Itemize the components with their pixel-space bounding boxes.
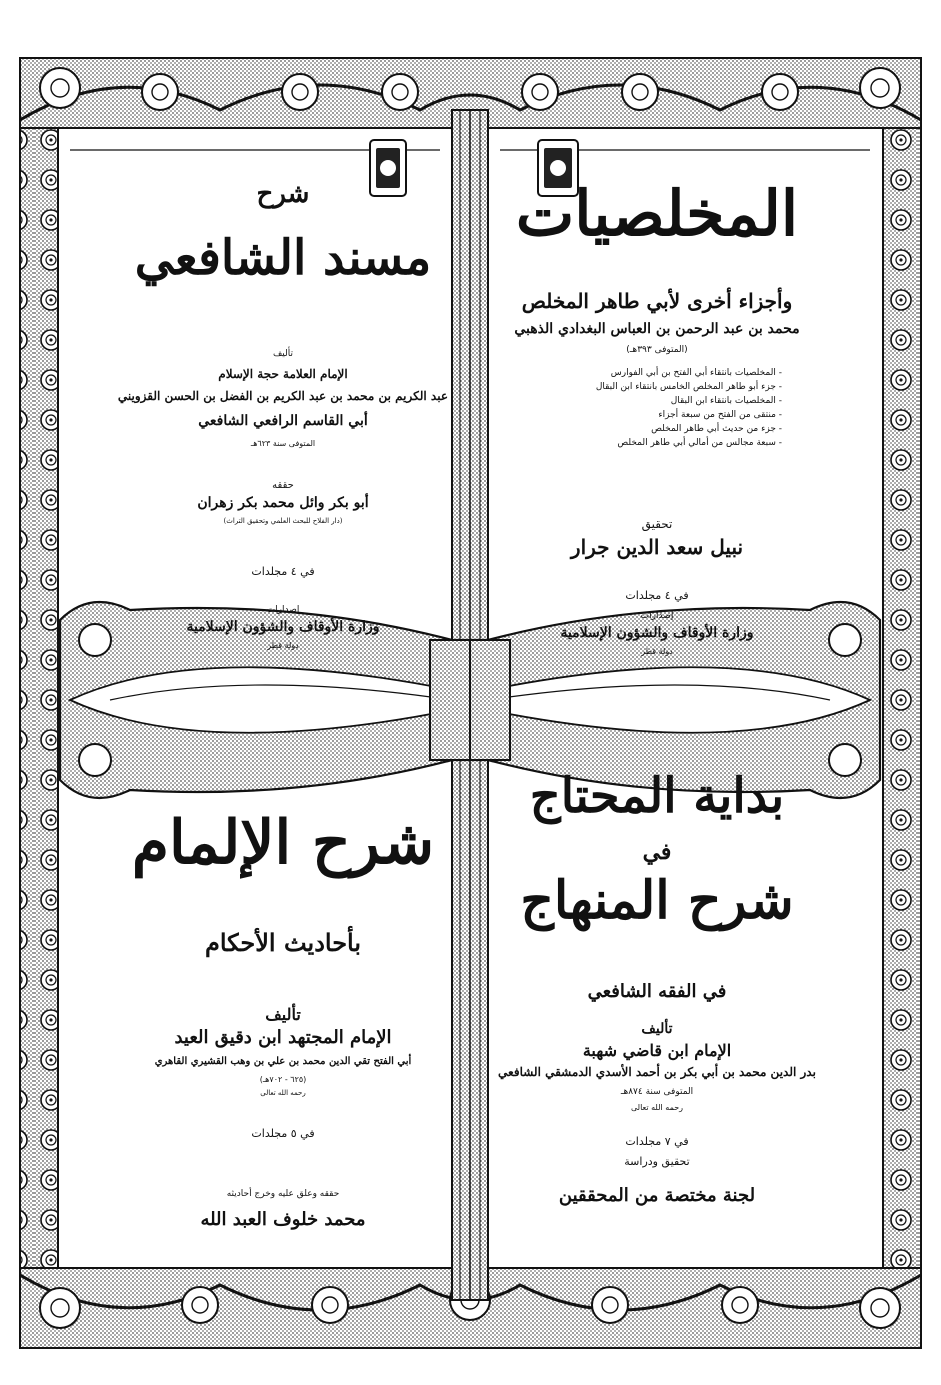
author-name: محمد بن عبد الرحمن بن العباس البغدادي الذهبي xyxy=(514,321,800,337)
list-item: - المخلصيات بانتقاء أبي الفتح بن أبي الفوارس xyxy=(582,366,782,380)
left-border xyxy=(20,128,58,1268)
book-subtitle: بأحاديث الأحكام xyxy=(204,928,362,957)
volume-count: في ٧ مجلدات xyxy=(625,1135,689,1148)
author-line-1: الإمام ابن قاضي شهبة xyxy=(582,1041,732,1060)
publisher-name: وزارة الأوقاف والشؤون الإسلامية xyxy=(560,625,754,641)
publisher-country: دولة قطر xyxy=(641,647,673,656)
list-item: - جزء أبو طاهر المخلص الخامس بانتقاء ابن البقال xyxy=(582,380,782,394)
publisher-country: دولة قطر xyxy=(267,641,299,650)
author-label: تأليف xyxy=(641,1021,673,1037)
author-line-3: أبي القاسم الرافعي الشافعي xyxy=(198,413,368,429)
editor-name: أبو بكر وائل محمد بكر زهران xyxy=(197,495,369,511)
editor-name: محمد خلوف العبد الله xyxy=(200,1209,366,1230)
book-panel-sharh-musnad-al-shafii xyxy=(118,150,448,690)
list-item: - المخلصيات بانتقاء ابن البقال xyxy=(582,394,782,408)
death-note: (المتوفى ٣٩٣هـ) xyxy=(626,345,688,355)
author-line-2: عبد الكريم بن محمد بن عبد الكريم بن الفضل بن الحسن القزويني xyxy=(117,389,448,403)
author-line-2: أبي الفتح تقي الدين محمد بن علي بن وهب القشيري القاهري xyxy=(154,1056,412,1067)
book-title: شرح الإلمام xyxy=(131,808,435,878)
volume-count: في ٤ مجلدات xyxy=(625,589,689,602)
book-title: المخلصيات xyxy=(515,177,799,250)
editor-note: (دار الفلاح للبحث العلمي وتحقيق التراث) xyxy=(223,517,343,525)
editor-name: نبيل سعد الدين جرار xyxy=(570,535,744,559)
volume-count: في ٥ مجلدات xyxy=(251,1127,315,1140)
author-label: تأليف xyxy=(272,349,294,359)
list-item: - سبعة مجالس من أمالي أبي طاهر المخلص xyxy=(582,436,782,450)
author-line-2: بدر الدين محمد بن أبي بكر بن أحمد الأسدي الدمشقي الشافعي xyxy=(498,1065,816,1079)
right-border xyxy=(883,128,921,1268)
book-pre-title: شرح xyxy=(256,179,310,209)
death-note: المتوفى سنة ٦٢٣هـ xyxy=(250,439,316,448)
author-line-1: الإمام المجتهد ابن دقيق العيد xyxy=(174,1027,392,1048)
blessing: رحمه الله تعالى xyxy=(260,1089,306,1097)
book-title-connector: في xyxy=(642,839,672,865)
editor-name: لجنة مختصة من المحققين xyxy=(558,1185,756,1206)
list-item: - جزء من حديث أبي طاهر المخلص xyxy=(582,422,782,436)
death-note: (٦٢٥ - ٧٠٢هـ) xyxy=(259,1075,307,1084)
author-label: تأليف xyxy=(265,1005,301,1024)
book-title-line-1: بداية المحتاج xyxy=(529,768,785,824)
book-panel-sharh-al-ilmam xyxy=(118,760,448,1320)
death-note: المتوفى سنة ٨٧٤هـ xyxy=(620,1087,694,1097)
author-line-1: الإمام العلامة حجة الإسلام xyxy=(218,367,348,381)
volume-count: في ٤ مجلدات xyxy=(251,565,315,578)
blessing: رحمه الله تعالى xyxy=(630,1103,684,1112)
book-title-line-2: شرح المنهاج xyxy=(520,870,794,931)
editor-label: تحقيق xyxy=(641,517,673,531)
editor-label: تحقيق ودراسة xyxy=(624,1155,690,1168)
book-panel-mukhallisiyyat xyxy=(492,150,822,690)
publisher-name: وزارة الأوقاف والشؤون الإسلامية xyxy=(186,619,380,635)
publisher-label: إصدارات xyxy=(266,605,300,615)
publisher-label: إصدارات xyxy=(640,611,674,621)
editor-label: حققه xyxy=(272,480,294,491)
contents-list xyxy=(582,366,782,450)
list-item: - منتقى من الفتح من سبعة أجزاء xyxy=(582,408,782,422)
book-panel-bidayat-al-muhtaj xyxy=(492,760,822,1320)
book-subtitle: في الفقه الشافعي xyxy=(587,981,727,1002)
book-title: مسند الشافعي xyxy=(134,230,432,286)
editor-label: حققه وعلق عليه وخرج أحاديثه xyxy=(226,1189,340,1199)
book-subtitle: وأجزاء أخرى لأبي طاهر المخلص xyxy=(521,289,793,313)
